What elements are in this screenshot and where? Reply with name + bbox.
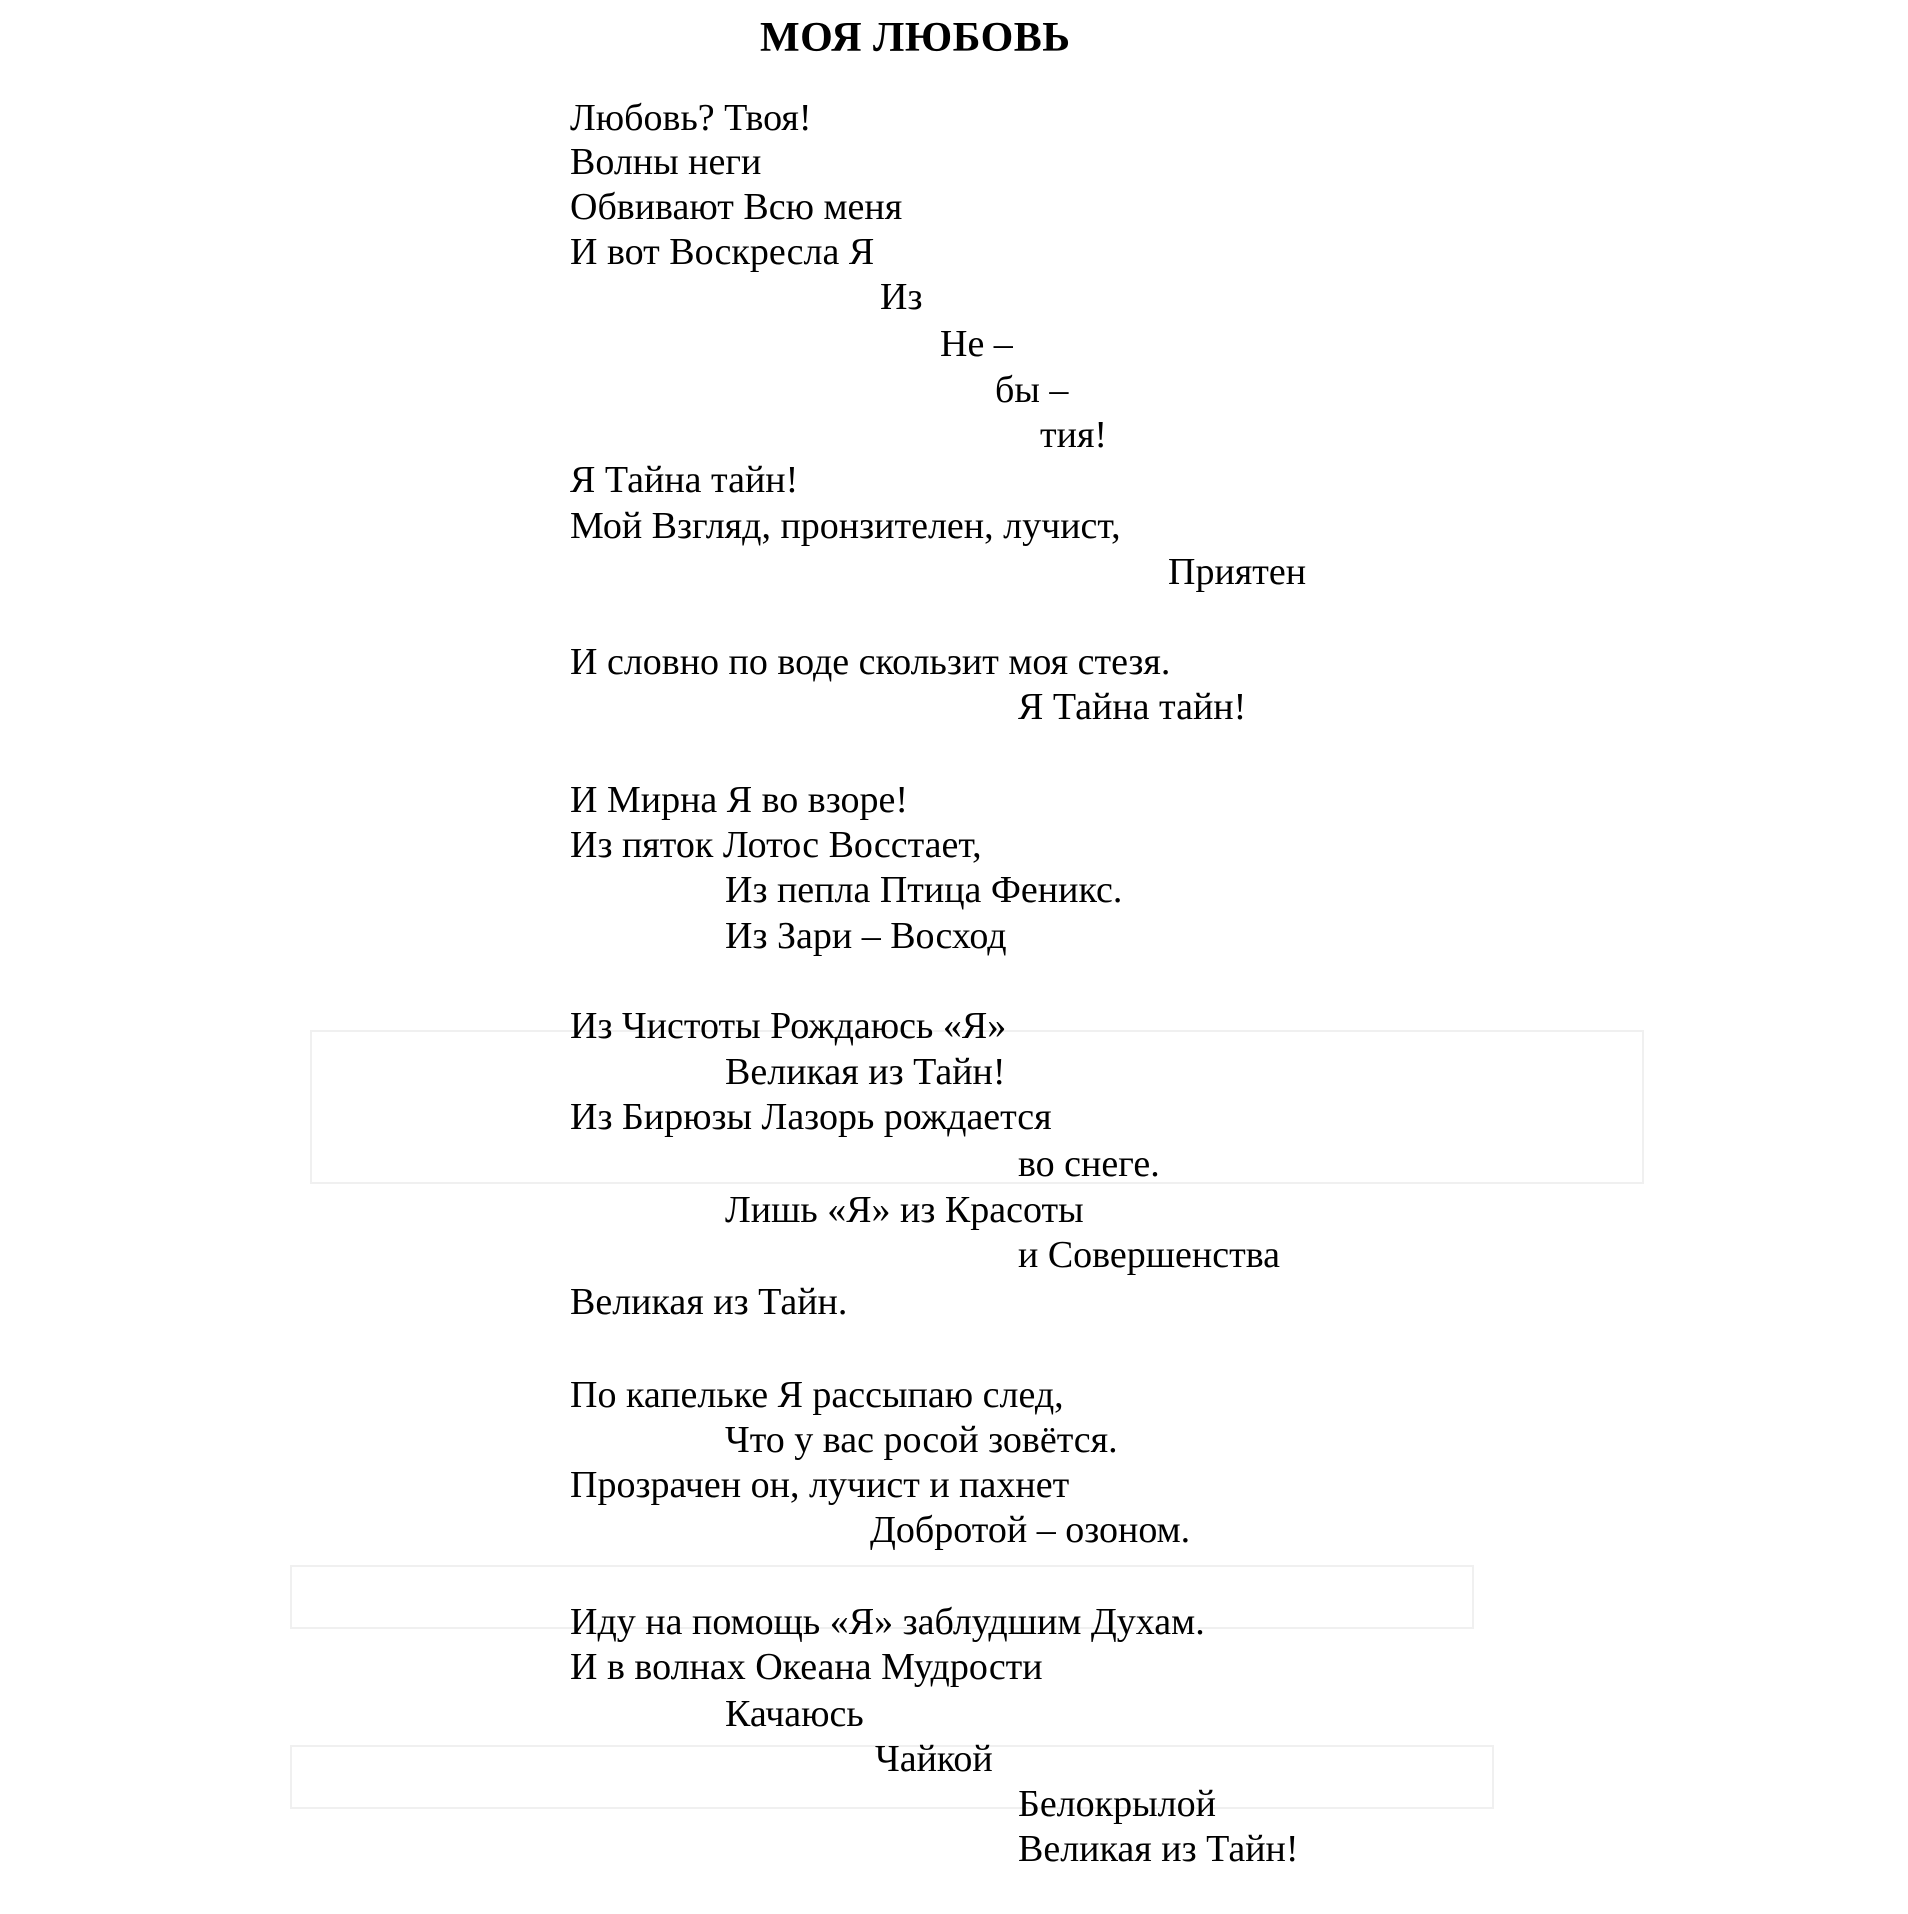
poem-line: Из Бирюзы Лазорь рождается xyxy=(570,1096,1052,1138)
poem-line: И вот Воскресла Я xyxy=(570,231,875,273)
poem-line: Из пепла Птица Феникс. xyxy=(725,869,1123,911)
poem-line: Добротой – озоном. xyxy=(870,1509,1191,1551)
poem-line: Я Тайна тайн! xyxy=(1018,686,1247,728)
poem-line: Прозрачен он, лучист и пахнет xyxy=(570,1464,1070,1506)
poem-line: Из пяток Лотос Восстает, xyxy=(570,824,982,866)
poem-line: Из Зари – Восход xyxy=(725,915,1007,957)
poem-line: Любовь? Твоя! xyxy=(570,97,812,139)
poem-line: Белокрылой xyxy=(1018,1783,1216,1825)
poem-line: Чайкой xyxy=(875,1738,993,1780)
poem-line: во снеге. xyxy=(1018,1143,1160,1185)
poem-line: бы – xyxy=(995,369,1069,411)
poem-line: Я Тайна тайн! xyxy=(570,459,799,501)
poem-line: Не – xyxy=(940,323,1013,365)
poem-line: Приятен xyxy=(1168,551,1307,593)
poem-line: Иду на помощь «Я» заблудшим Духам. xyxy=(570,1601,1205,1643)
poem-line: И Мирна Я во взоре! xyxy=(570,779,909,821)
poem-line: Мой Взгляд, пронзителен, лучист, xyxy=(570,505,1121,547)
poem-line: и Совершенства xyxy=(1018,1234,1281,1276)
poem-line: По капельке Я рассыпаю след, xyxy=(570,1374,1064,1416)
poem-title: МОЯ ЛЮБОВЬ xyxy=(760,15,1071,61)
poem-line: Из Чистоты Рождаюсь «Я» xyxy=(570,1005,1007,1047)
poem-line: Лишь «Я» из Красоты xyxy=(725,1189,1084,1231)
poem-line: Великая из Тайн! xyxy=(1018,1828,1299,1870)
poem-line: И в волнах Океана Мудрости xyxy=(570,1646,1043,1688)
poem-line: Обвивают Всю меня xyxy=(570,186,903,228)
poem-line: Великая из Тайн. xyxy=(570,1281,848,1323)
poem-line: Великая из Тайн! xyxy=(725,1051,1006,1093)
poem-line: Что у вас росой зовётся. xyxy=(725,1419,1118,1461)
poem-line: Из xyxy=(880,276,923,318)
poem-line: тия! xyxy=(1040,414,1108,456)
poem-line: И словно по воде скользит моя стезя. xyxy=(570,641,1171,683)
poem-line: Качаюсь xyxy=(725,1693,864,1735)
poem-line: Волны неги xyxy=(570,141,762,183)
